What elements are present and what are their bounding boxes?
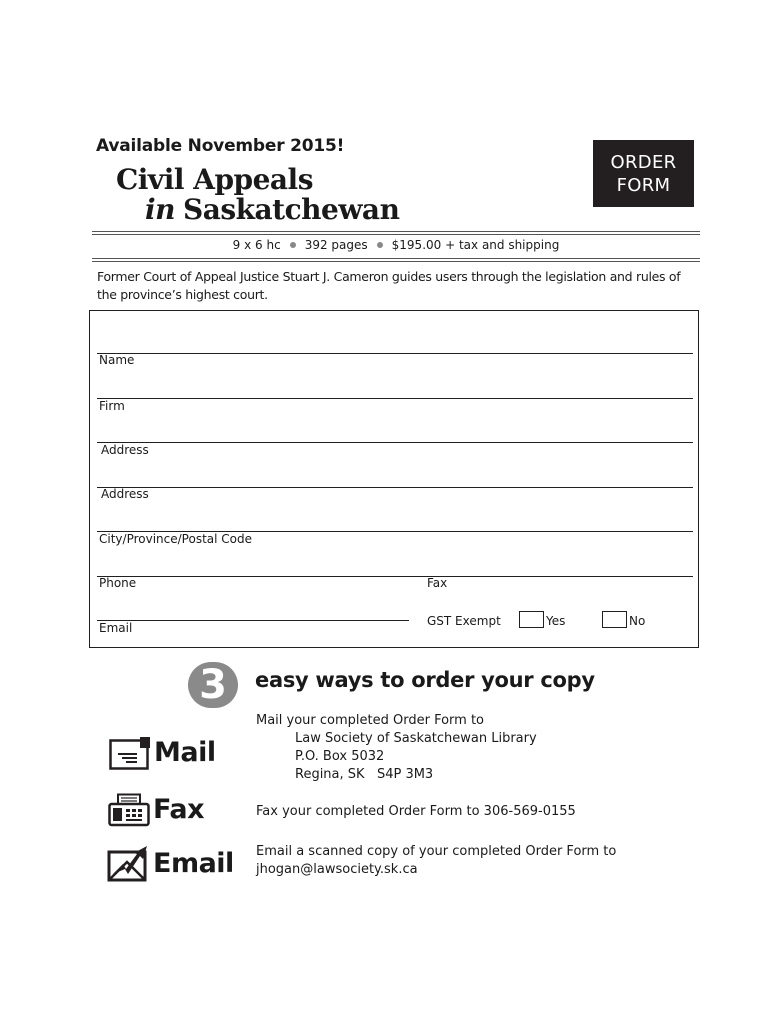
bullet-dot <box>377 242 383 248</box>
book-title-place: Saskatchewan <box>183 193 400 226</box>
divider-bottom-b <box>92 261 700 262</box>
email-lightning-icon <box>107 844 151 882</box>
order-form-badge-line2: FORM <box>616 174 671 196</box>
fax-machine-icon <box>108 793 150 827</box>
availability-announcement: Available November 2015! <box>96 136 345 156</box>
book-title-in: in <box>145 193 175 226</box>
firm-label: Firm <box>99 399 125 413</box>
mail-recipient: Law Society of Saskatchewan Library <box>295 731 537 746</box>
fax-label: Fax <box>427 576 448 590</box>
book-title-line2 <box>145 193 399 226</box>
gst-no-checkbox[interactable] <box>602 611 627 628</box>
address-field-1[interactable] <box>97 442 693 443</box>
mail-method-label: Mail <box>154 737 216 768</box>
mail-po-box: P.O. Box 5032 <box>295 749 385 764</box>
city-province-postal-label: City/Province/Postal Code <box>99 532 252 546</box>
envelope-icon <box>109 735 153 771</box>
address-field-2[interactable] <box>97 487 693 488</box>
order-form-badge-line1: ORDER <box>610 151 677 173</box>
gst-yes-label: Yes <box>546 614 566 628</box>
bullet-dot <box>290 242 296 248</box>
book-specs <box>92 238 700 252</box>
fax-instruction: Fax your completed Order Form to 306-569-0155 <box>256 804 576 819</box>
divider-top-a <box>92 231 700 232</box>
gst-no-label: No <box>629 614 646 628</box>
fax-method-label: Fax <box>153 794 204 825</box>
spec-price: $195.00 + tax and shipping <box>391 238 560 252</box>
email-instruction: Email a scanned copy of your completed Order Form to <box>256 844 617 859</box>
spec-pages: 392 pages <box>304 238 368 252</box>
email-method-label: Email <box>153 848 234 879</box>
address-label-2: Address <box>101 487 149 501</box>
number-three-badge: 3 <box>188 662 238 708</box>
email-field[interactable] <box>97 620 409 621</box>
mail-instruction: Mail your completed Order Form to <box>256 713 485 728</box>
book-description: Former Court of Appeal Justice Stuart J. Cameron guides users through the legislation and rules of the province’s highest court. <box>97 269 681 302</box>
email-address[interactable]: jhogan@lawsociety.sk.ca <box>256 862 418 877</box>
book-title-line1: Civil Appeals <box>116 163 313 196</box>
divider-top-b <box>92 234 700 235</box>
divider-bottom-a <box>92 258 700 259</box>
order-form-badge <box>593 140 694 207</box>
firm-field[interactable] <box>97 398 693 399</box>
email-label: Email <box>99 621 133 635</box>
order-form-box <box>89 310 699 648</box>
mail-city-postal: Regina, SK S4P 3M3 <box>295 767 434 782</box>
name-field[interactable] <box>97 353 693 354</box>
phone-fax-field[interactable] <box>97 576 693 577</box>
ways-heading: easy ways to order your copy <box>255 668 595 692</box>
name-label: Name <box>99 353 135 367</box>
address-label-1: Address <box>101 443 149 457</box>
spec-format: 9 x 6 hc <box>232 238 281 252</box>
phone-label: Phone <box>99 576 137 590</box>
gst-exempt-label: GST Exempt <box>427 614 501 628</box>
gst-yes-checkbox[interactable] <box>519 611 544 628</box>
